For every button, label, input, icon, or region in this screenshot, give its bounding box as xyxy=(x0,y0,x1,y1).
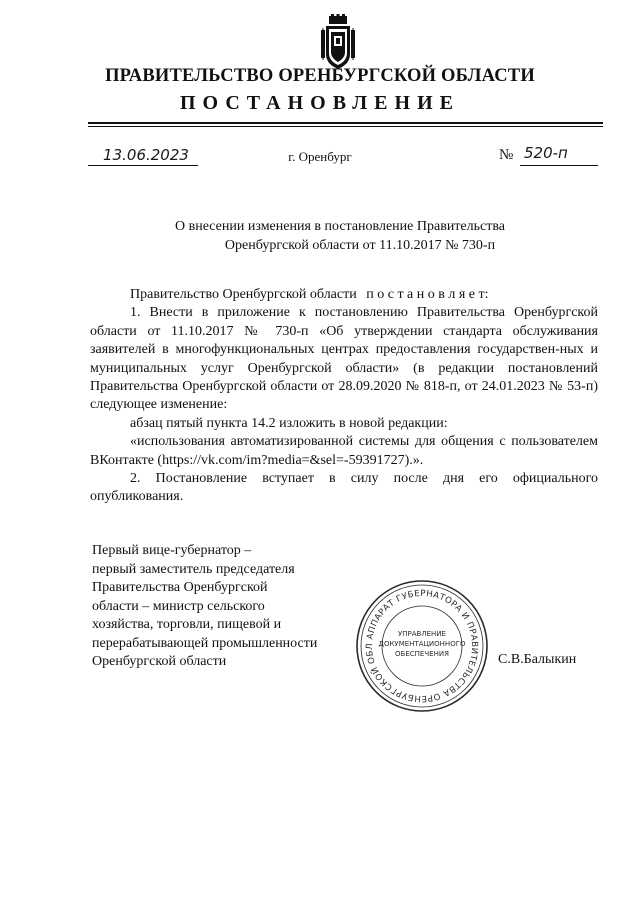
coat-of-arms-icon xyxy=(318,14,358,72)
position-line: перерабатывающей промышленности xyxy=(92,635,318,651)
position-line: Первый вице-губернатор – xyxy=(92,543,252,558)
item-1-detail: абзац пятый пункта 14.2 изложить в новой редакции: xyxy=(130,415,448,431)
item-2: 2. Постановление вступает в силу после дня его официального опубликования. xyxy=(90,471,598,505)
position-line: первый заместитель председателя xyxy=(92,561,295,577)
header-rule-thin xyxy=(88,126,603,127)
government-title: ПРАВИТЕЛЬСТВО ОРЕНБУРГСКОЙ ОБЛАСТИ xyxy=(105,66,535,86)
signer-name: С.В.Балыкин xyxy=(498,652,577,667)
document-date: 13.06.2023 xyxy=(103,146,189,164)
item-1-quote: «использования автоматизированной системы для общения с пользователем ВКонтакте (https://vk.com/im?media=&sel=-59391727).». xyxy=(90,434,598,468)
preamble-verb: п о с т а н о в л я е т: xyxy=(366,287,489,302)
official-stamp xyxy=(354,578,490,714)
number-underline xyxy=(520,165,598,166)
svg-text:УПРАВЛЕНИЕ: УПРАВЛЕНИЕ xyxy=(398,630,446,638)
document-body xyxy=(90,286,598,507)
preamble-text: Правительство Оренбургской области xyxy=(130,287,357,302)
document-number: 520-п xyxy=(524,144,568,162)
document-city: г. Оренбург xyxy=(288,149,352,164)
document-subject xyxy=(100,217,580,255)
number-prefix: № xyxy=(499,147,514,163)
subject-line-2: Оренбургской области от 11.10.2017 № 730-п xyxy=(224,238,496,253)
preamble-paragraph xyxy=(90,286,598,304)
position-line: Правительства Оренбургской xyxy=(92,580,268,595)
svg-text:ДОКУМЕНТАЦИОННОГО: ДОКУМЕНТАЦИОННОГО xyxy=(378,640,466,648)
position-line: Оренбургской области xyxy=(92,654,227,669)
document-type: ПОСТАНОВЛЕНИЕ xyxy=(180,92,460,114)
header-rule xyxy=(88,122,603,124)
signer-position xyxy=(92,542,352,672)
position-line: области – министр сельского xyxy=(92,598,265,614)
svg-text:АППАРАТ ГУБЕРНАТОРА И ПРАВИТЕЛ: АППАРАТ ГУБЕРНАТОРА И ПРАВИТЕЛЬСТВА ОРЕНБУРГСКОЙ ОБЛ xyxy=(364,588,480,704)
item-1: 1. Внести в приложение к постановлению Правительства Оренбургской области от 11.10.2017 № 730-п «Об утверждении стандарта обслуживания заявителей в многофункциональных центрах предоставления государствен-ных и муниципальных услуг Оренбургской области» (в редакции постановлений Правительства Оренбургской области от 28.09.2020 № 818-п, от 24.01.2023 № 53-п) следующее изменение: xyxy=(90,305,598,413)
date-underline xyxy=(88,165,198,166)
subject-line-1: О внесении изменения в постановление Правительства xyxy=(175,219,505,234)
svg-text:ОБЕСПЕЧЕНИЯ: ОБЕСПЕЧЕНИЯ xyxy=(395,650,449,658)
position-line: хозяйства, торговли, пищевой и xyxy=(92,617,282,632)
